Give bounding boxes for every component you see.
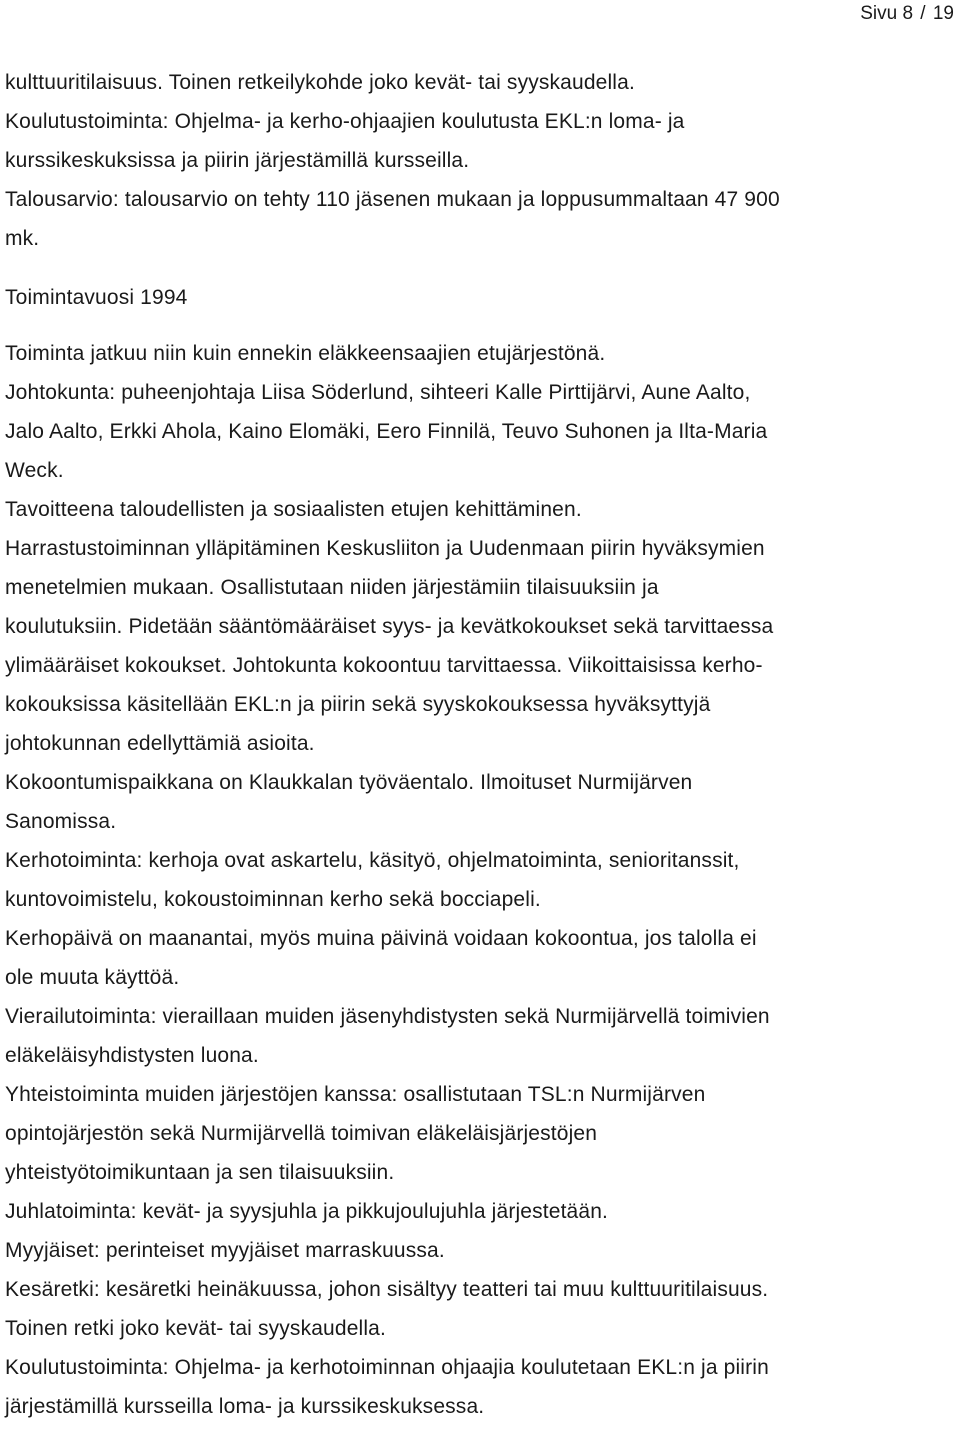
paragraph-line: Johtokunta: puheenjohtaja Liisa Söderlund, sihteeri Kalle Pirttijärvi, Aune Aalto, — [5, 381, 751, 404]
year-heading: Toimintavuosi 1994 — [5, 286, 188, 309]
paragraph-line: Yhteistoiminta muiden järjestöjen kanssa: osallistutaan TSL:n Nurmijärven — [5, 1083, 706, 1106]
paragraph-line: Tavoitteena taloudellisten ja sosiaalisten etujen kehittäminen. — [5, 498, 582, 521]
paragraph-line: Jalo Aalto, Erkki Ahola, Kaino Elomäki, Eero Finnilä, Teuvo Suhonen ja Ilta-Maria — [5, 420, 768, 443]
paragraph-line: Kesäretki: kesäretki heinäkuussa, johon sisältyy teatteri tai muu kulttuuritilaisuus. — [5, 1278, 769, 1301]
paragraph-line: mk. — [5, 227, 40, 250]
paragraph-line: opintojärjestön sekä Nurmijärvellä toimivan eläkeläisjärjestöjen — [5, 1122, 598, 1145]
paragraph-line: Vierailutoiminta: vieraillaan muiden jäsenyhdistysten sekä Nurmijärvellä toimivien — [5, 1005, 770, 1028]
paragraph-line: ole muuta käyttöä. — [5, 966, 180, 989]
paragraph-line: menetelmien mukaan. Osallistutaan niiden järjestämiin tilaisuuksiin ja — [5, 576, 659, 599]
spacer — [5, 258, 957, 278]
page-separator: / — [920, 3, 926, 24]
paragraph-line: Kerhopäivä on maanantai, myös muina päivinä voidaan kokoontua, jos talolla ei — [5, 927, 757, 950]
paragraph-line: Talousarvio: talousarvio on tehty 110 jäsenen mukaan ja loppusummaltaan 47 900 — [5, 188, 780, 211]
paragraph-line: koulutuksiin. Pidetään sääntömääräiset syys- ja kevätkokoukset sekä tarvittaessa — [5, 615, 774, 638]
paragraph-line: Harrastustoiminnan ylläpitäminen Keskusliiton ja Uudenmaan piirin hyväksymien — [5, 537, 765, 560]
paragraph-line: Toinen retki joko kevät- tai syyskaudella. — [5, 1317, 386, 1340]
paragraph-line: Weck. — [5, 459, 64, 482]
paragraph-line: Myyjäiset: perinteiset myyjäiset marraskuussa. — [5, 1239, 445, 1262]
paragraph-line: Koulutustoiminta: Ohjelma- ja kerho-ohjaajien koulutusta EKL:n loma- ja — [5, 110, 685, 133]
paragraph-line: eläkeläisyhdistysten luona. — [5, 1044, 259, 1067]
page-total: 19 — [932, 3, 954, 24]
paragraph-line: ylimääräiset kokoukset. Johtokunta kokoontuu tarvittaessa. Viikoittaisissa kerho- — [5, 654, 763, 677]
paragraph-line: kuntovoimistelu, kokoustoiminnan kerho sekä bocciapeli. — [5, 888, 541, 911]
paragraph-line: Juhlatoiminta: kevät- ja syysjuhla ja pikkujoulujuhla järjestetään. — [5, 1200, 609, 1223]
paragraph-line: Kerhotoiminta: kerhoja ovat askartelu, käsityö, ohjelmatoiminta, senioritanssit, — [5, 849, 740, 872]
paragraph-line: johtokunnan edellyttämiä asioita. — [5, 732, 315, 755]
paragraph-line: Koulutustoiminta: Ohjelma- ja kerhotoiminnan ohjaajia koulutetaan EKL:n ja piirin — [5, 1356, 769, 1379]
page-number-header — [860, 2, 954, 26]
paragraph-line: Sanomissa. — [5, 810, 117, 833]
paragraph-line: Kokoontumispaikkana on Klaukkalan työväentalo. Ilmoituset Nurmijärven — [5, 771, 693, 794]
paragraph-line: järjestämillä kursseilla loma- ja kurssikeskuksessa. — [5, 1395, 485, 1418]
paragraph-line: kokouksissa käsitellään EKL:n ja piirin sekä syyskokouksessa hyväksyttyjä — [5, 693, 711, 716]
paragraph-line: Toiminta jatkuu niin kuin ennekin eläkkeensaajien etujärjestönä. — [5, 342, 606, 365]
page-current: 8 — [902, 3, 914, 24]
paragraph-line: yhteistyötoimikuntaan ja sen tilaisuuksiin. — [5, 1161, 395, 1184]
paragraph-line: kurssikeskuksissa ja piirin järjestämillä kursseilla. — [5, 149, 470, 172]
spacer — [5, 317, 957, 334]
document-body — [5, 63, 957, 1426]
paragraph-line: kulttuuritilaisuus. Toinen retkeilykohde joko kevät- tai syyskaudella. — [5, 71, 635, 94]
page-label: Sivu — [860, 3, 898, 24]
